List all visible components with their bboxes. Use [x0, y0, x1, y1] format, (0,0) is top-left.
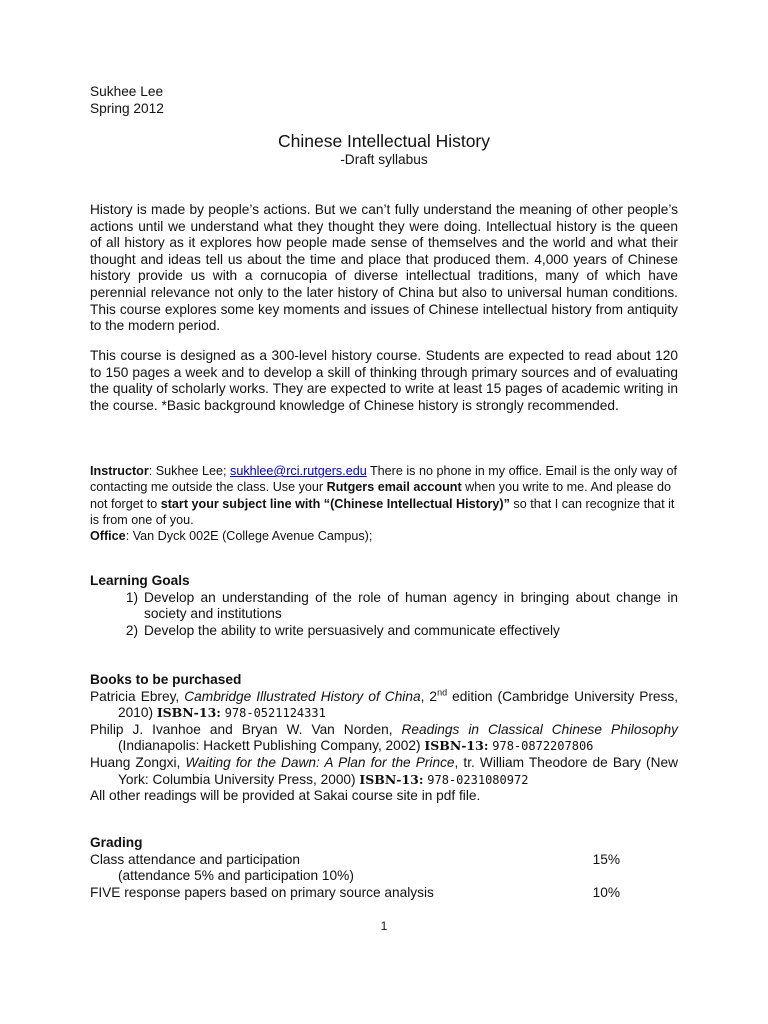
intro-paragraph-2: This course is designed as a 300-level history course. Students are expected to read about 120 to 150 pages a week and to develop a skill of thinking through primary sources and of evaluating the quality of scholarly works. They are expected to write at least 15 pages of academic writing in the course. *Basic background knowledge of Chinese history is strongly recommended. — [90, 348, 678, 413]
edition-superscript: nd — [437, 687, 448, 698]
book-publisher: edition (Cambridge University Press, 2010) — [118, 688, 679, 721]
instructor-name: : Sukhee Lee; — [148, 464, 231, 478]
isbn-label: ISBN-13: — [424, 738, 489, 754]
books-section — [90, 672, 678, 805]
instructor-label: Instructor — [90, 464, 149, 478]
book-title: Waiting for the Dawn: A Plan for the Prince — [185, 754, 455, 770]
isbn-value: 978-0872207806 — [492, 739, 594, 754]
learning-goals-heading: Learning Goals — [90, 573, 190, 588]
grading-row — [90, 852, 620, 869]
grading-heading: Grading — [90, 835, 143, 850]
list-text: Develop the ability to write persuasively and communicate effectively — [144, 622, 560, 638]
books-heading: Books to be purchased — [90, 672, 242, 687]
grading-row — [90, 885, 620, 902]
grading-value: 10% — [592, 884, 620, 900]
subject-line-note: start your subject line with “(Chinese Intellectual History)” — [160, 496, 510, 511]
office-label: Office — [90, 529, 126, 544]
book-entry — [90, 755, 678, 788]
list-item — [90, 623, 678, 640]
list-number: 1) — [125, 589, 138, 605]
grading-sub: (attendance 5% and participation 10%) — [118, 868, 354, 884]
book-title: Cambridge Illustrated History of China — [184, 688, 421, 704]
book-author: Patricia Ebrey, — [90, 688, 185, 704]
office-value: : Van Dyck 002E (College Avenue Campus); — [125, 529, 373, 544]
book-author: Huang Zongxi, — [90, 754, 186, 770]
instructor-text: There is no phone in my office. Email is the only way of contacting me outside the class. Use your — [90, 464, 678, 495]
isbn-value: 978-0521124331 — [224, 706, 326, 721]
grading-value: 15% — [592, 851, 620, 867]
instructor-text: so that I can recognize that it is from one of you. — [90, 496, 675, 527]
book-publisher: , tr. William Theodore de Bary (New York: Columbia University Press, 2000) — [118, 754, 679, 787]
book-publisher: (Indianapolis: Hackett Publishing Company, 2002) — [118, 738, 425, 754]
page-number: 1 — [380, 919, 388, 933]
list-text: Develop an understanding of the role of human agency in bringing about change in society and institutions — [144, 589, 678, 622]
book-title: Readings in Classical Chinese Philosophy — [401, 721, 678, 737]
isbn-label: ISBN-13: — [156, 705, 221, 721]
learning-goals-section — [90, 573, 678, 639]
intro-paragraph-1: History is made by people’s actions. But we can’t fully understand the meaning of other people’s actions until we understand what they thought they were doing. Intellectual history is the queen of all history as it explores how people made sense of themselves and the world and what their thought and ideas tell us about the time and place that produced them. 4,000 years of Chinese history provide us with a cornucopia of diverse intellectual traditions, many of which have perennial relevance not only to the later history of China but also to universal human conditions. This course explores some key moments and issues of Chinese intellectual history from antiquity to the modern period. — [90, 202, 678, 334]
term: Spring 2012 — [90, 100, 164, 116]
list-item — [90, 590, 678, 623]
instructor-text: when you write to me. And please do not forget to — [90, 480, 672, 511]
rutgers-email-note: Rutgers email account — [326, 480, 462, 495]
readings-note: All other readings will be provided at Sakai course site in pdf file. — [90, 788, 481, 804]
grading-section — [90, 835, 678, 901]
isbn-label: ISBN-13: — [359, 771, 424, 787]
header-block — [90, 84, 678, 117]
author-name: Sukhee Lee — [90, 84, 164, 99]
grading-label: FIVE response papers based on primary source analysis — [90, 884, 434, 900]
doc-subtitle: -Draft syllabus — [340, 152, 428, 167]
book-edition: , 2 — [420, 688, 438, 704]
list-number: 2) — [125, 622, 138, 638]
book-author: Philip J. Ivanhoe and Bryan W. Van Norden, — [90, 721, 402, 737]
book-entry — [90, 689, 678, 722]
office-info — [90, 528, 678, 544]
instructor-info — [90, 463, 678, 528]
book-entry — [90, 722, 678, 755]
instructor-email-link[interactable]: sukhlee@rci.rutgers.edu — [230, 464, 367, 478]
grading-label: Class attendance and participation — [90, 851, 301, 867]
isbn-value: 978-0231080972 — [427, 772, 529, 787]
doc-title: Chinese Intellectual History — [277, 131, 491, 151]
instructor-block — [90, 463, 678, 544]
